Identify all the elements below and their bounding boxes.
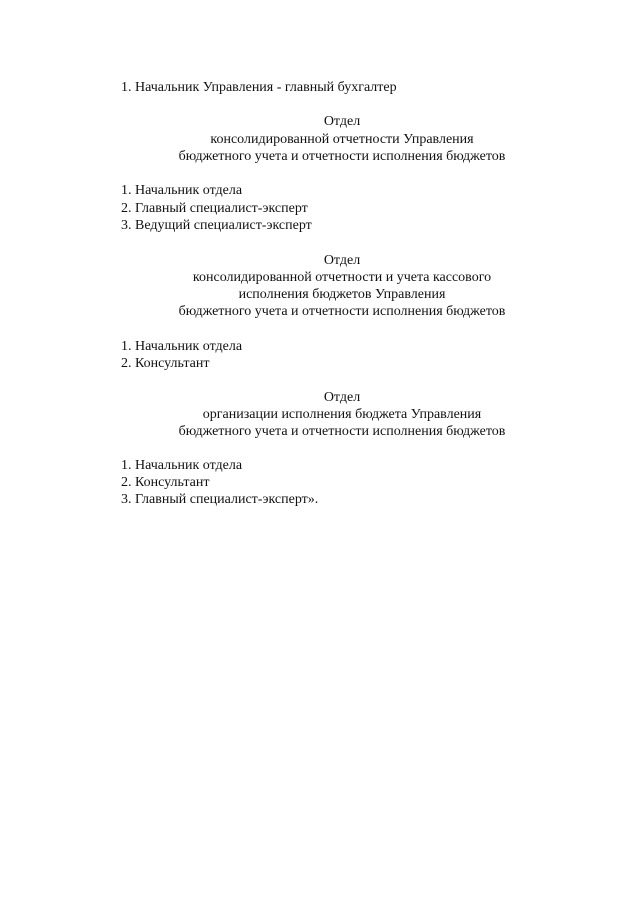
section-2-list-item: 2. Консультант: [121, 356, 210, 371]
section-1-list-item: 1. Начальник отдела: [121, 183, 243, 198]
section-1-heading-line: бюджетного учета и отчетности исполнения бюджетов: [178, 149, 506, 164]
section-3-title: Отдел: [323, 390, 361, 405]
section-2-heading-line: бюджетного учета и отчетности исполнения бюджетов: [178, 304, 506, 319]
section-3-heading-line: бюджетного учета и отчетности исполнения бюджетов: [178, 424, 506, 439]
section-2-title: Отдел: [323, 253, 361, 268]
section-3-list-item: 2. Консультант: [121, 475, 210, 490]
intro-list-item: 1. Начальник Управления - главный бухгалтер: [121, 80, 397, 95]
section-2-heading-line: консолидированной отчетности и учета кассового: [192, 270, 492, 285]
section-3-list-item: 3. Главный специалист-эксперт».: [121, 492, 319, 507]
section-2-list-item: 1. Начальник отдела: [121, 339, 243, 354]
section-2-heading-line: исполнения бюджетов Управления: [238, 287, 446, 302]
section-3-heading-line: организации исполнения бюджета Управления: [202, 407, 482, 422]
section-1-heading-line: консолидированной отчетности Управления: [210, 132, 474, 147]
section-1-title: Отдел: [323, 114, 361, 129]
section-3-list-item: 1. Начальник отдела: [121, 458, 243, 473]
section-1-list-item: 3. Ведущий специалист-эксперт: [121, 218, 312, 233]
section-1-list-item: 2. Главный специалист-эксперт: [121, 201, 308, 216]
